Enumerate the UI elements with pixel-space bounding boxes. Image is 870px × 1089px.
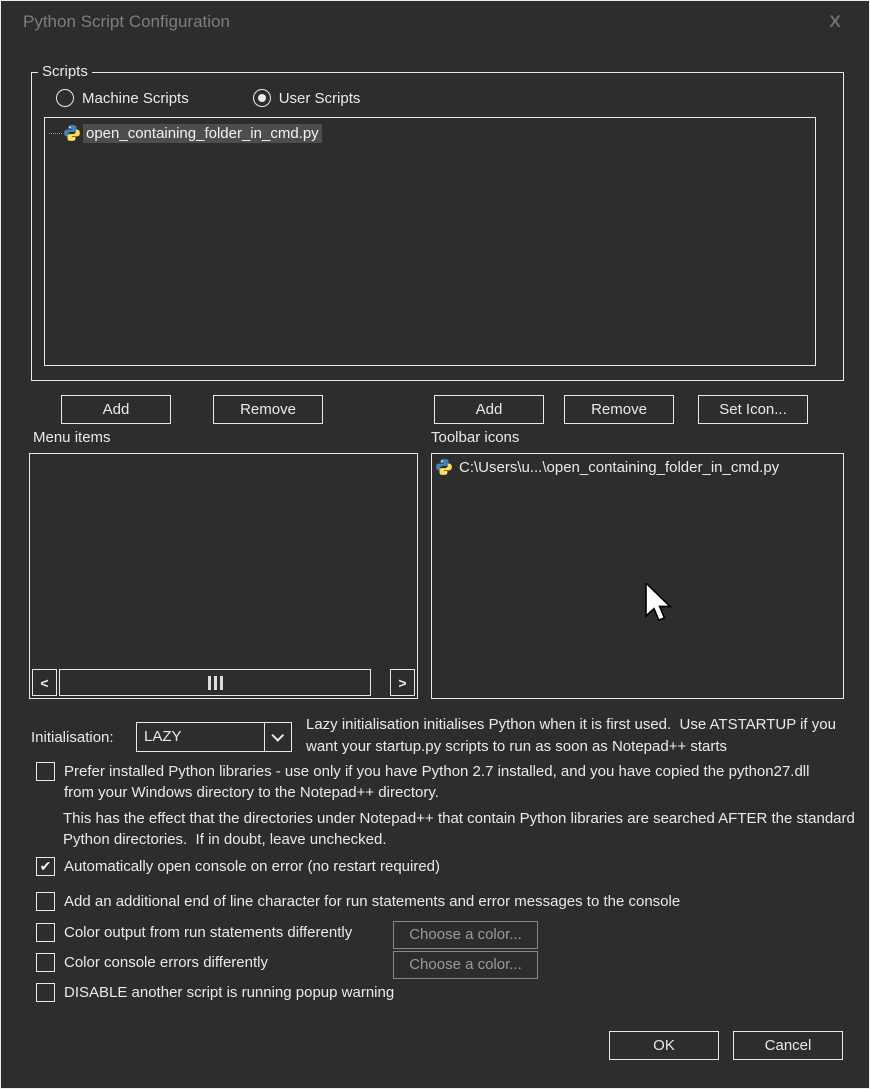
toolbar-remove-button[interactable]: Remove xyxy=(564,395,674,424)
scripts-source-radios xyxy=(56,89,360,107)
toolbar-icon-item-label: C:\Users\u...\open_containing_folder_in_cmd.py xyxy=(459,458,780,476)
menu-remove-button[interactable]: Remove xyxy=(213,395,323,424)
scripts-group-label: Scripts xyxy=(38,63,92,80)
option-disable-popup-label: DISABLE another script is running popup warning xyxy=(64,984,395,1001)
checkbox-icon[interactable] xyxy=(36,762,55,781)
horizontal-scrollbar[interactable] xyxy=(32,669,415,696)
initialisation-dropdown[interactable] xyxy=(136,722,292,752)
checkbox-icon[interactable] xyxy=(36,857,55,876)
option-auto-console-label: Automatically open console on error (no restart required) xyxy=(64,858,441,875)
tree-item-script[interactable] xyxy=(49,122,815,144)
choose-output-color-button[interactable]: Choose a color... xyxy=(393,921,538,949)
scrollbar-track[interactable] xyxy=(371,669,390,696)
option-color-output[interactable] xyxy=(36,923,386,943)
menu-items-label: Menu items xyxy=(33,429,111,446)
initialisation-description: Lazy initialisation initialises Python when it is first used. Use ATSTARTUP if you want your startup.py scripts to run as soon as Notepad++ starts xyxy=(306,716,841,755)
option-color-output-label: Color output from run statements differently xyxy=(64,924,353,941)
cancel-button[interactable]: Cancel xyxy=(733,1031,843,1060)
scrollbar-thumb[interactable] xyxy=(59,669,371,696)
prefer-libraries-note: This has the effect that the directories under Notepad++ that contain Python libraries are searched AFTER the standard Python directories. If in doubt, leave unchecked. xyxy=(63,810,860,848)
scripts-tree[interactable] xyxy=(44,117,816,366)
close-icon[interactable]: X xyxy=(829,12,841,31)
toolbar-icons-list[interactable] xyxy=(431,453,844,699)
ok-button[interactable]: OK xyxy=(609,1031,719,1060)
menu-add-button[interactable]: Add xyxy=(61,395,171,424)
option-prefer-libraries[interactable] xyxy=(36,762,841,803)
toolbar-icon-item[interactable] xyxy=(432,454,843,476)
radio-icon[interactable] xyxy=(56,89,74,107)
radio-machine-scripts[interactable] xyxy=(56,89,189,107)
python-icon xyxy=(435,458,453,476)
radio-user-scripts-label: User Scripts xyxy=(278,89,361,107)
option-prefer-libraries-label: Prefer installed Python libraries - use only if you have Python 2.7 installed, and you have copied the python27.dll from your Windows directory to the Notepad++ directory. xyxy=(64,763,814,801)
radio-user-scripts[interactable] xyxy=(253,89,361,107)
toolbar-icons-label: Toolbar icons xyxy=(431,429,520,446)
menu-items-list[interactable] xyxy=(29,453,418,699)
radio-icon[interactable] xyxy=(253,89,271,107)
scroll-right-icon[interactable]: > xyxy=(390,669,415,696)
radio-machine-scripts-label: Machine Scripts xyxy=(82,89,189,107)
option-color-errors[interactable] xyxy=(36,953,386,973)
option-extra-eol-label: Add an additional end of line character for run statements and error messages to the console xyxy=(64,893,681,910)
scripts-group xyxy=(31,63,844,381)
option-color-errors-label: Color console errors differently xyxy=(64,954,268,971)
option-disable-popup[interactable] xyxy=(36,983,636,1003)
initialisation-label: Initialisation: xyxy=(31,729,114,746)
python-icon xyxy=(63,124,81,142)
checkbox-icon[interactable] xyxy=(36,923,55,942)
tree-connector xyxy=(49,133,62,134)
checkbox-icon[interactable] xyxy=(36,953,55,972)
checkbox-icon[interactable] xyxy=(36,983,55,1002)
set-icon-button[interactable]: Set Icon... xyxy=(698,395,808,424)
tree-item-label[interactable]: open_containing_folder_in_cmd.py xyxy=(83,124,322,143)
initialisation-value: LAZY xyxy=(144,728,182,745)
option-auto-console[interactable] xyxy=(36,857,440,877)
scroll-left-icon[interactable]: < xyxy=(32,669,57,696)
window-title: Python Script Configuration xyxy=(23,12,230,31)
toolbar-add-button[interactable]: Add xyxy=(434,395,544,424)
choose-error-color-button[interactable]: Choose a color... xyxy=(393,951,538,979)
option-extra-eol[interactable] xyxy=(36,892,846,912)
checkbox-icon[interactable] xyxy=(36,892,55,911)
chevron-down-icon[interactable] xyxy=(264,723,291,751)
